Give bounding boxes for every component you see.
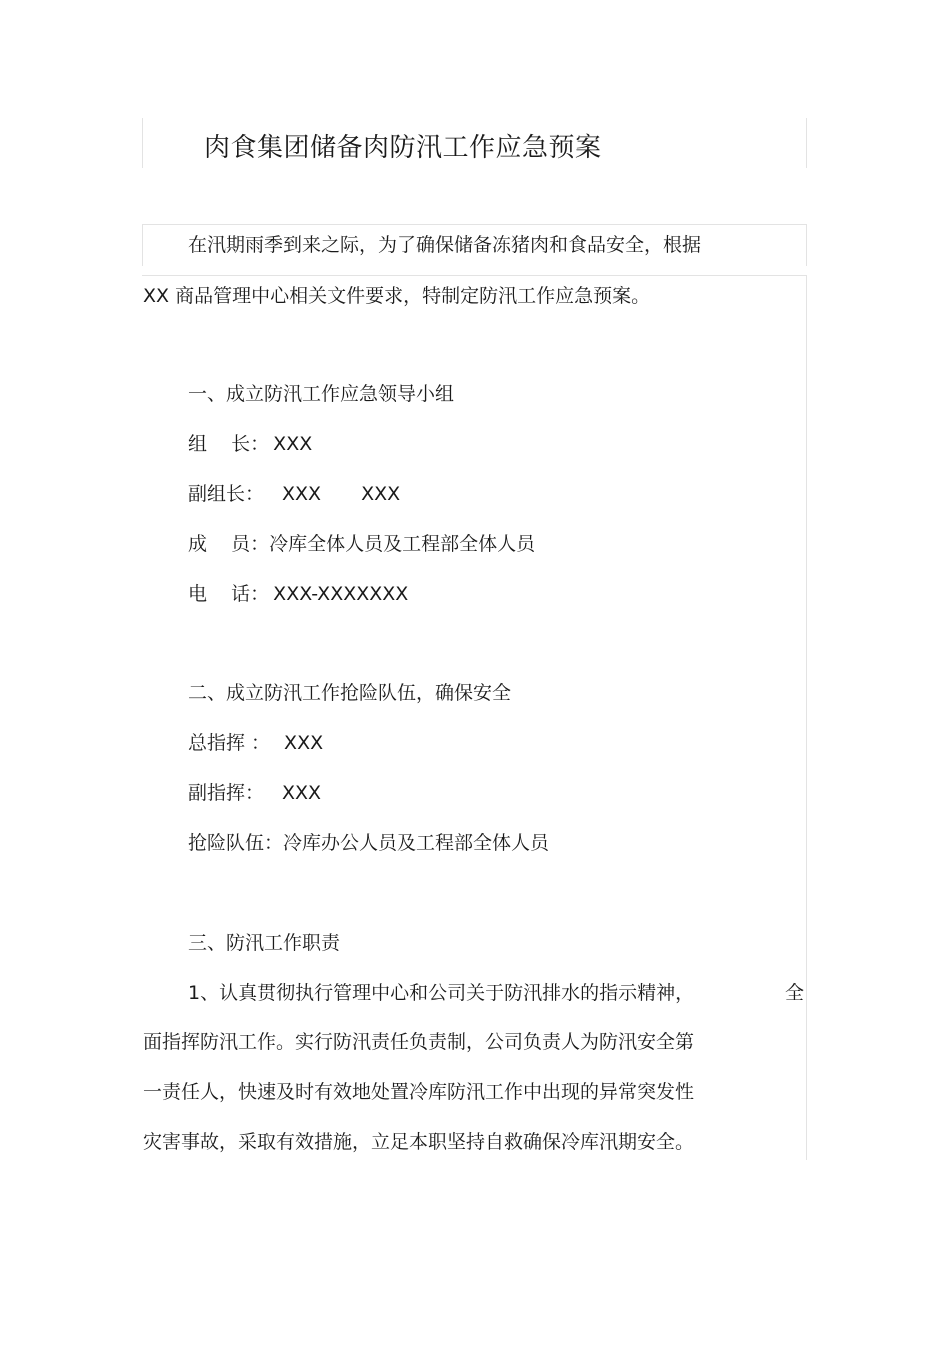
duty-item1-line-3: 一责任人，快速及时有效地处置冷库防汛工作中出现的异常突发性 bbox=[143, 1081, 695, 1103]
section2-heading: 二、成立防汛工作抢险队伍，确保安全 bbox=[188, 682, 512, 704]
phone-row bbox=[188, 582, 408, 606]
intro-line-1: 在汛期雨季到来之际，为了确保储备冻猪肉和食品安全，根据 bbox=[188, 234, 702, 256]
frame-rule-body-top bbox=[142, 275, 807, 276]
frame-rule-intro-right bbox=[806, 224, 807, 266]
vice-commander-label: 副指挥： bbox=[188, 782, 265, 804]
section1-heading: 一、成立防汛工作应急领导小组 bbox=[188, 383, 455, 405]
deputy-row bbox=[188, 482, 400, 506]
rescue-team-value: 冷库办公人员及工程部全体人员 bbox=[283, 832, 550, 854]
phone-label: 电 话： bbox=[188, 583, 270, 605]
phone-value: XXX-XXXXXXX bbox=[273, 583, 409, 605]
members-row bbox=[188, 532, 535, 556]
frame-rule-left-top bbox=[142, 118, 143, 168]
rescue-team-label: 抢险队伍： bbox=[188, 832, 284, 854]
duty-item1-line-1: 1、认真贯彻执行管理中心和公司关于防汛排水的指示精神， bbox=[188, 982, 695, 1004]
rescue-team-row bbox=[188, 831, 549, 855]
document-title: 肉食集团储备肉防汛工作应急预案 bbox=[204, 133, 602, 163]
members-label: 成 员： bbox=[188, 533, 270, 555]
duty-item1-line-2: 面指挥防汛工作。实行防汛责任负责制，公司负责人为防汛安全第 bbox=[143, 1031, 695, 1053]
duty-item1-line-1-end: 全 bbox=[785, 982, 805, 1004]
frame-rule-right-top bbox=[806, 118, 807, 168]
commander-label: 总指挥 ： bbox=[188, 732, 271, 754]
deputy-value-1: XXX bbox=[282, 483, 322, 505]
deputy-value-2: XXX bbox=[361, 483, 401, 505]
leader-label: 组 长： bbox=[188, 433, 270, 455]
commander-row bbox=[188, 731, 323, 755]
section3-heading: 三、防汛工作职责 bbox=[188, 932, 341, 954]
deputy-label: 副组长： bbox=[188, 483, 265, 505]
vice-commander-value: XXX bbox=[282, 782, 322, 804]
frame-rule-body-right bbox=[806, 275, 807, 1160]
commander-value: XXX bbox=[284, 732, 324, 754]
members-value: 冷库全体人员及工程部全体人员 bbox=[269, 533, 536, 555]
leader-row bbox=[188, 432, 312, 456]
frame-rule-intro-top bbox=[142, 224, 807, 225]
intro-line-2: XX 商品管理中心相关文件要求，特制定防汛工作应急预案。 bbox=[143, 285, 651, 307]
leader-value: XXX bbox=[273, 433, 313, 455]
frame-rule-intro-left bbox=[142, 224, 143, 266]
vice-commander-row bbox=[188, 781, 321, 805]
duty-item1-line-4: 灾害事故，采取有效措施，立足本职坚持自救确保冷库汛期安全。 bbox=[143, 1131, 695, 1153]
